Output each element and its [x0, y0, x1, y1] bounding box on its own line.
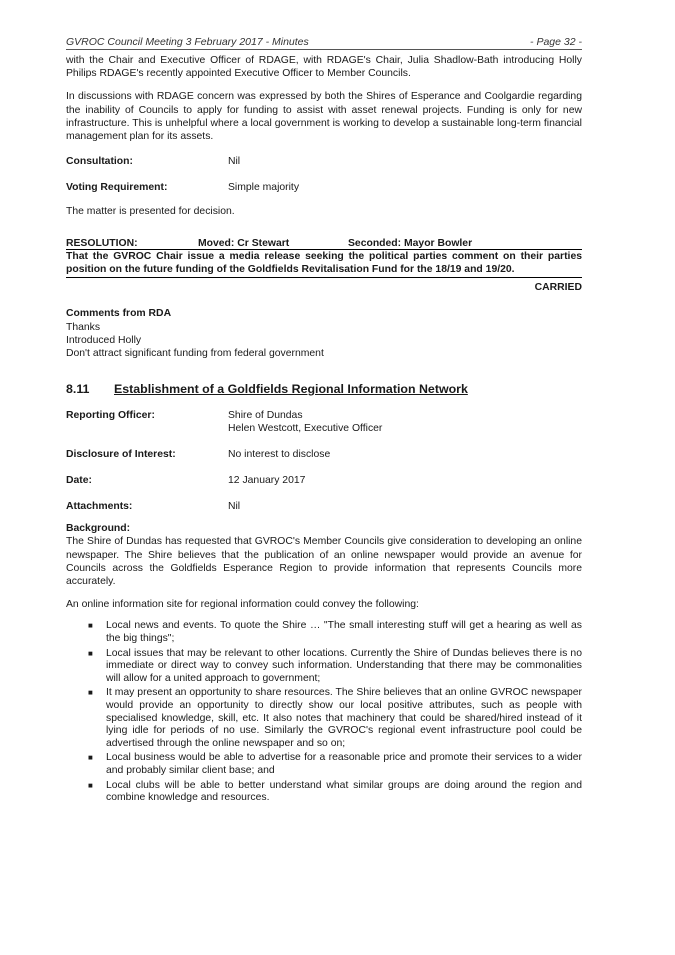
bullet-list [66, 620, 582, 804]
reporting-officer-row [66, 409, 582, 435]
comment-line: Thanks [66, 321, 101, 333]
reporting-officer-shire: Shire of Dundas [228, 410, 303, 422]
bullet-icon: ■ [88, 753, 93, 763]
decision-text: The matter is presented for decision. [66, 206, 235, 218]
intro-paragraph-1: with the Chair and Executive Officer of RDAGE, with RDAGE's Chair, Julia Shadlow-Bath introducing Holly Philips RDAGE's recently appointed Executive Officer to Member Councils. [66, 55, 582, 80]
bullet-icon: ■ [88, 780, 93, 790]
list-item: ■ It may present an opportunity to share resources. The Shire believes that an online GVROC newspaper would provide an opportunity to directly show our local positive attributes, such as people with specialised knowledge, skill, etc. It also notes that machinery that could be shared/hired instead of it lying idle for periods of no use. Similarly the GVROC's regional event infrastructure pool could be advertised through the online newspaper and so on; [88, 687, 582, 749]
background-paragraph-1: The Shire of Dundas has requested that GVROC's Member Councils give consideration to developing an online newspaper. The Shire believes that the publication of an online newspaper would provide an avenue for Councils across the Goldfields Esperance Region to provide information that represents Councils more accurately. [66, 536, 582, 588]
voting-label: Voting Requirement: [66, 182, 168, 194]
resolution-label: RESOLUTION: [66, 238, 138, 250]
resolution-line [66, 238, 582, 249]
list-item: ■ Local business would be able to advertise for a reasonable price and promote their services to a wider and probably similar client base; and [88, 752, 582, 776]
document-page [66, 36, 582, 807]
reporting-officer-label: Reporting Officer: [66, 410, 155, 422]
section-title: Establishment of a Goldfields Regional Information Network [114, 382, 468, 397]
voting-value: Simple majority [228, 182, 300, 194]
reporting-officer-value [228, 409, 582, 435]
attachments-label: Attachments: [66, 501, 133, 513]
list-item: ■ Local issues that may be relevant to other locations. Currently the Shire of Dundas believes there is no immediate or direct way to convey such information. Understanding that there may be commonalities will allow for a united approach to government; [88, 647, 582, 684]
date-row [66, 474, 582, 487]
resolution-text: That the GVROC Chair issue a media release seeking the political parties comment on their parties position on the future funding of the Goldfields Revitalisation Fund for the 18/19 and 19/20. [66, 249, 582, 278]
consultation-label: Consultation: [66, 156, 133, 168]
resolution-moved: Moved: Cr Stewart [198, 238, 290, 250]
comment-line: Don't attract significant funding from federal government [66, 348, 324, 360]
background-paragraph-2: An online information site for regional information could convey the following: [66, 599, 419, 611]
intro-paragraph-2: In discussions with RDAGE concern was expressed by both the Shires of Esperance and Coolgardie regarding the inability of Councils to apply for funding to assist with asset renewal projects. Funding is only for new infrastructure. This is unhelpful where a local government is working to develop a sustainable long-term financial management plan for its assets. [66, 91, 582, 143]
carried-label: CARRIED [534, 282, 582, 294]
header-title: GVROC Council Meeting 3 February 2017 - Minutes [66, 36, 309, 48]
date-label: Date: [66, 475, 92, 487]
background-heading: Background: [66, 523, 131, 535]
reporting-officer-name: Helen Westcott, Executive Officer [228, 423, 383, 435]
section-heading [66, 382, 582, 396]
disclosure-label: Disclosure of Interest: [66, 449, 176, 461]
comments-heading: Comments from RDA [66, 308, 172, 320]
voting-row [66, 181, 582, 194]
consultation-value: Nil [228, 156, 241, 168]
resolution-seconded: Seconded: Mayor Bowler [348, 238, 473, 250]
date-value: 12 January 2017 [228, 475, 306, 487]
consultation-row [66, 155, 582, 168]
comment-line: Introduced Holly [66, 334, 142, 346]
attachments-row [66, 500, 582, 513]
bullet-icon: ■ [88, 648, 93, 658]
page-number: - Page 32 - [530, 36, 582, 48]
bullet-icon: ■ [88, 621, 93, 631]
list-item: ■ Local news and events. To quote the Shire … "The small interesting stuff will get a hearing as well as the big things"; [88, 620, 582, 645]
section-number: 8.11 [66, 382, 90, 397]
disclosure-row [66, 448, 582, 461]
attachments-value: Nil [228, 501, 241, 513]
page-header [66, 36, 582, 50]
disclosure-value: No interest to disclose [228, 449, 331, 461]
list-item: ■ Local clubs will be able to better understand what similar groups are doing around the region and combine knowledge and resources. [88, 779, 582, 804]
bullet-icon: ■ [88, 688, 93, 698]
